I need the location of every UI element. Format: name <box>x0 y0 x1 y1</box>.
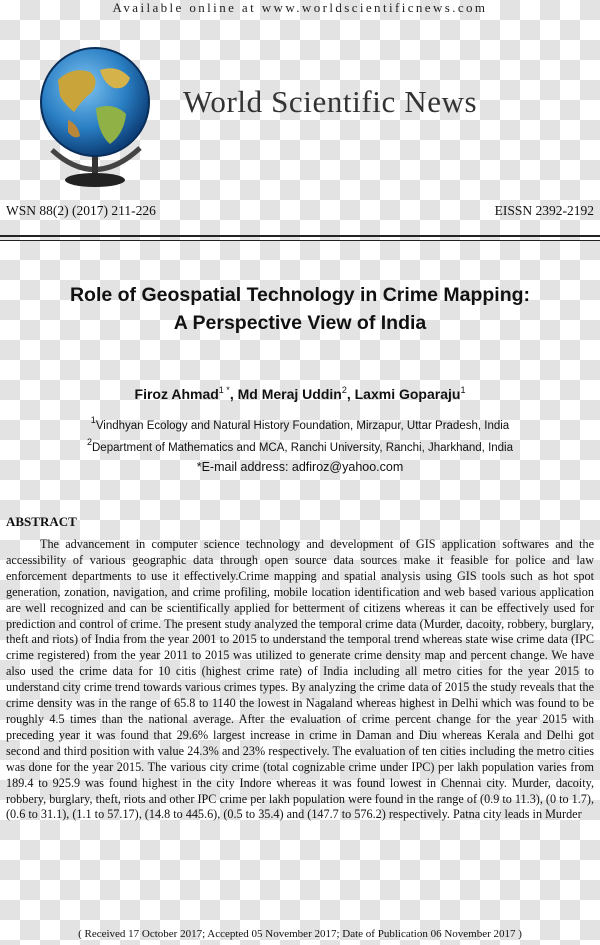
header-rule-thick <box>0 235 600 237</box>
eissn: EISSN 2392-2192 <box>494 203 594 218</box>
title-line-1: Role of Geospatial Technology in Crime Mapping: <box>69 284 531 306</box>
header-rule-thin <box>0 240 600 241</box>
affiliation <box>0 415 600 432</box>
citation-row <box>6 203 594 221</box>
author-name: Firoz Ahmad <box>134 386 219 402</box>
author-name: Md Meraj Uddin <box>237 386 342 402</box>
availability-line: Available online at www.worldscientificnews.com <box>112 0 488 15</box>
journal-name: World Scientific News <box>183 84 478 119</box>
title-line-2: A Perspective View of India <box>173 312 427 334</box>
abstract-body: The advancement in computer science technology and development of GIS application softwares and the accessibility of various geographic data through open source data sources make it feasible for police and law enforcement departments to use it effectively.Crime mapping and spatial analysis using GIS tools such as hot spot generation, zonation, navigation, and crime profiling, mobile location identification and web based various application are well recognized and can be scientifically applied for betterment of citizens whereas it can be effectively used for prediction and control of crime. The present study analyzed the temporal crime data (Murder, dacoity, robbery, burglary, theft and riots) of India from the year 2001 to 2015 to understand the temporal trend whereas state wise crime data (IPC crime registered) from the year 2011 to 2015 was utilized to generate crime density map and percent change. We have also used the crime data for 10 citis (highest crime rate) of India including all metro cities for the year 2015 to understand city crime trend towards various crimes types. By analyzing the crime data of 2015 the study reveals that the crime density was in the range of 65.8 to 1140 the lowest in Nagaland whereas highest in Delhi which was found to be roughly 4.5 times than the national average. After the evaluation of crime percent change for the year 2015 with preceding year it was found that 29.6% largest increase in crime in Daman and Diu whereas Kerala and Delhi got second and third position with value 24.3% and 23% respectively. The evaluation of ten cities including the metro cities was done for the year 2015. The various city crime (total cognizable crime under IPC) per lakh population varies from 189.4 to 925.9 was found highest in the city Indore whereas it was found lowest in Chennai city. Murder, dacoity, robbery, burglary, theft, riots and other IPC crime per lakh population were found in the range of (0.9 to 11.3), (0 to 1.7), (0.6 to 31.1), (1.1 to 57.17), (14.8 to 445.6), (0.5 to 35.4) and (147.7 to 576.2) respectively. Patna city leads in Murder <box>6 537 595 822</box>
citation: WSN 88(2) (2017) 211-226 <box>6 203 156 218</box>
article-title <box>20 281 580 337</box>
affiliation-text: Vindhyan Ecology and Natural History Foundation, Mirzapur, Uttar Pradesh, India <box>95 420 510 432</box>
email-address: *E-mail address: adfiroz@yahoo.com <box>196 460 404 474</box>
affiliation-num: 2 <box>86 437 92 447</box>
author-list: Firoz Ahmad$^{1 *}$, Md Meraj Uddin$^2$, Laxmi Goparaju$^1$ <box>134 385 466 402</box>
author-name: Laxmi Goparaju <box>354 386 461 402</box>
affiliation-num: 1 <box>90 415 96 425</box>
author-sup: 1 * <box>218 385 230 395</box>
affiliation-text: Department of Mathematics and MCA, Ranchi University, Ranchi, Jharkhand, India <box>92 442 514 454</box>
author-sup: 1 <box>460 385 466 395</box>
received-dates: ( Received 17 October 2017; Accepted 05 November 2017; Date of Publication 06 November 2017 ) <box>78 928 522 940</box>
abstract-heading: ABSTRACT <box>6 514 77 529</box>
affiliation <box>0 437 600 454</box>
globe-icon <box>30 40 160 190</box>
author-sup: 2 <box>341 385 347 395</box>
